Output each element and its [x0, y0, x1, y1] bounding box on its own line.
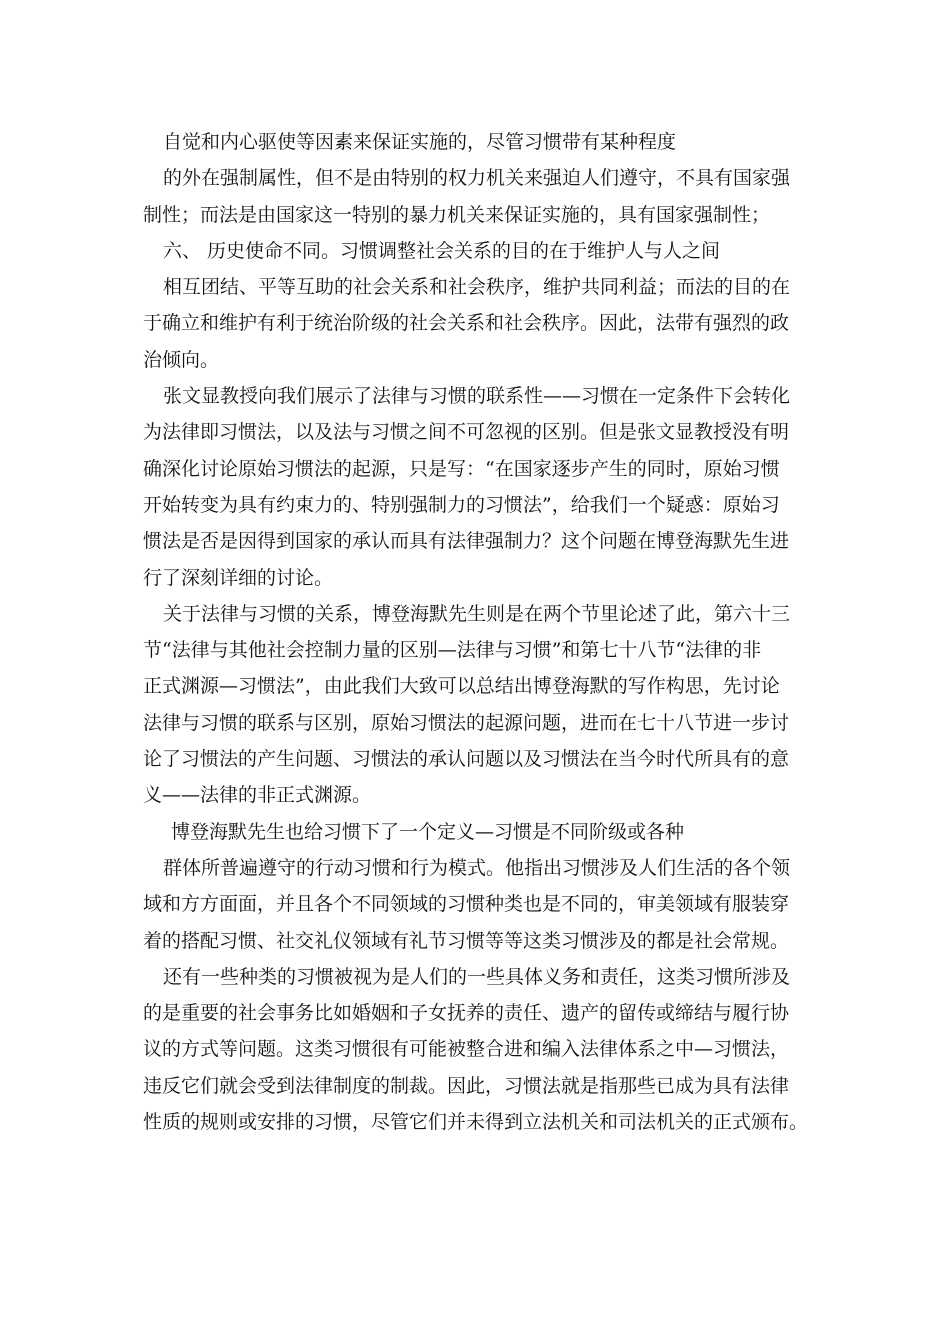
- document-body-text: [143, 124, 828, 1140]
- text-line: 为法律即习惯法，以及法与习惯之间不可忽视的区别。但是张文显教授没有明: [143, 421, 790, 444]
- text-line: 张文显教授向我们展示了法律与习惯的联系性——习惯在一定条件下会转化: [163, 385, 791, 408]
- text-line: 法律与习惯的联系与区别，原始习惯法的起源问题，进而在七十八节进一步讨: [143, 711, 790, 734]
- text-line: 的外在强制属性，但不是由特别的权力机关来强迫人们遵守，不具有国家强: [163, 167, 791, 190]
- text-line: 六、 历史使命不同。习惯调整社会关系的目的在于维护人与人之间: [163, 239, 721, 262]
- text-line: 群体所普遍遵守的行动习惯和行为模式。他指出习惯涉及人们生活的各个领: [163, 856, 791, 879]
- text-line: 博登海默先生也给习惯下了一个定义—习惯是不同阶级或各种: [171, 820, 685, 843]
- text-line: 惯法是否是因得到国家的承认而具有法律强制力？这个问题在博登海默先生进: [143, 530, 790, 553]
- text-line: 确深化讨论原始习惯法的起源，只是写：“在国家逐步产生的同时，原始习惯: [143, 457, 780, 480]
- text-line: 关于法律与习惯的关系，博登海默先生则是在两个节里论述了此，第六十三: [163, 602, 791, 625]
- text-line: 论了习惯法的产生问题、习惯法的承认问题以及习惯法在当今时代所具有的意: [143, 748, 790, 771]
- text-line: 还有一些种类的习惯被视为是人们的一些具体义务和责任，这类习惯所涉及: [163, 965, 791, 988]
- text-line: 性质的规则或安排的习惯，尽管它们并未得到立法机关和司法机关的正式颁布。: [143, 1111, 809, 1134]
- text-line: 行了深刻详细的讨论。: [143, 566, 334, 589]
- text-line: 开始转变为具有约束力的、特别强制力的习惯法”，给我们一个疑惑：原始习: [143, 493, 780, 516]
- text-line: 域和方方面面，并且各个不同领域的习惯种类也是不同的，审美领域有服装穿: [143, 893, 790, 916]
- text-line: 制性；而法是由国家这一特别的暴力机关来保证实施的，具有国家强制性；: [143, 203, 771, 226]
- text-line: 违反它们就会受到法律制度的制裁。因此，习惯法就是指那些已成为具有法律: [143, 1074, 790, 1097]
- text-line: 义——法律的非正式渊源。: [143, 784, 372, 807]
- text-line: 着的搭配习惯、社交礼仪领域有礼节习惯等等这类习惯涉及的都是社会常规。: [143, 929, 790, 952]
- text-line: 节“法律与其他社会控制力量的区别—法律与习惯”和第七十八节“法律的非: [143, 639, 762, 662]
- text-line: 相互团结、平等互助的社会关系和社会秩序，维护共同利益；而法的目的在: [163, 276, 791, 299]
- text-line: 正式渊源—习惯法”，由此我们大致可以总结出博登海默的写作构思，先讨论: [143, 675, 780, 698]
- text-line: 治倾向。: [143, 348, 220, 371]
- text-line: 自觉和内心驱使等因素来保证实施的，尽管习惯带有某种程度: [163, 131, 677, 153]
- text-line: 议的方式等问题。这类习惯很有可能被整合进和编入法律体系之中—习惯法，: [143, 1038, 790, 1061]
- text-line: 于确立和维护有利于统治阶级的社会关系和社会秩序。因此，法带有强烈的政: [143, 312, 790, 335]
- text-line: 的是重要的社会事务比如婚姻和子女抚养的责任、遗产的留传或缔结与履行协: [143, 1002, 790, 1025]
